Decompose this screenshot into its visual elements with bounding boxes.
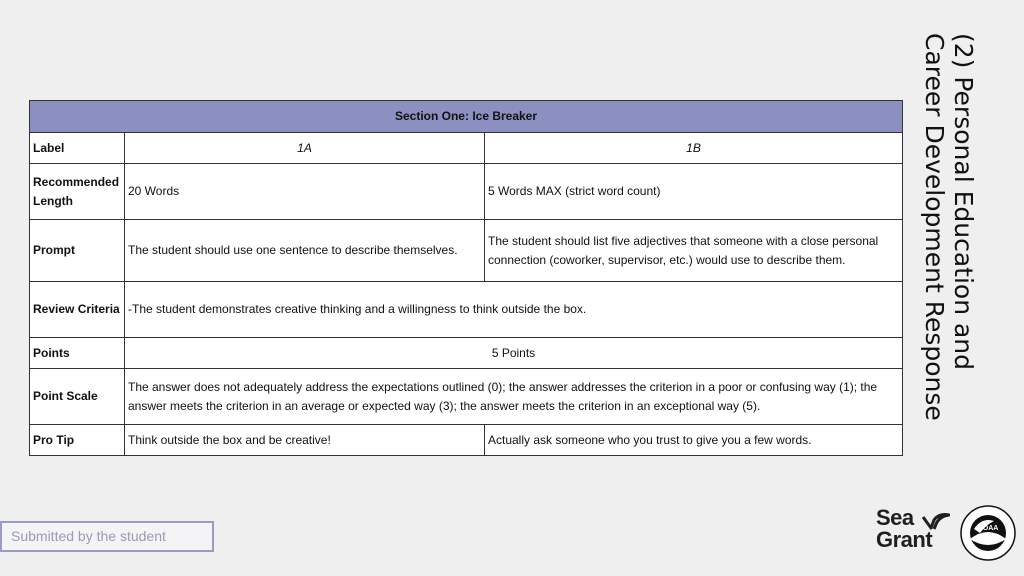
- table-header-row: [30, 101, 903, 133]
- page-title-line-2: Career Development Response: [920, 33, 949, 421]
- column-1a-header: 1A: [125, 133, 485, 164]
- cell-1a: 20 Words: [125, 164, 485, 220]
- cell-1a: Think outside the box and be creative!: [125, 425, 485, 456]
- rubric-table: [29, 100, 903, 456]
- row-label: Review Criteria: [30, 282, 125, 338]
- table-row: [30, 282, 903, 338]
- cell-1a: The student should use one sentence to describe themselves.: [125, 220, 485, 282]
- submitted-by-label: Submitted by the student: [0, 521, 214, 552]
- point-scale-cell: The answer does not adequately address the expectations outlined (0); the answer addresses the criterion in a poor or confusing way (1); the answer meets the criterion in an average or expected way (3); the answer meets the criterion in an exceptional way (5).: [125, 369, 903, 425]
- logo-text-sea: Sea: [876, 505, 914, 530]
- table-row: [30, 338, 903, 369]
- row-label: Point Scale: [30, 369, 125, 425]
- table-row: [30, 133, 903, 164]
- table-row: [30, 220, 903, 282]
- noaa-text: NOAA: [977, 525, 999, 532]
- page-title: [918, 33, 978, 463]
- row-label: Recommended Length: [30, 164, 125, 220]
- row-label: Label: [30, 133, 125, 164]
- table-row: [30, 164, 903, 220]
- section-header: Section One: Ice Breaker: [30, 101, 903, 133]
- table-row: [30, 369, 903, 425]
- row-label: Points: [30, 338, 125, 369]
- sea-grant-logo: [876, 507, 956, 555]
- points-cell: 5 Points: [125, 338, 903, 369]
- cell-1b: Actually ask someone who you trust to give you a few words.: [485, 425, 903, 456]
- noaa-logo: [960, 505, 1016, 561]
- review-criteria-cell: -The student demonstrates creative thinking and a willingness to think outside the box.: [125, 282, 903, 338]
- cell-1b: The student should list five adjectives that someone with a close personal connection (coworker, supervisor, etc.) would use to describe them.: [485, 220, 903, 282]
- logo-text-grant: Grant: [876, 527, 933, 552]
- row-label: Prompt: [30, 220, 125, 282]
- column-1b-header: 1B: [485, 133, 903, 164]
- page-title-line-1: (2) Personal Education and: [949, 33, 978, 371]
- wave-icon: [922, 511, 950, 531]
- row-label: Pro Tip: [30, 425, 125, 456]
- table-row: [30, 425, 903, 456]
- cell-1b: 5 Words MAX (strict word count): [485, 164, 903, 220]
